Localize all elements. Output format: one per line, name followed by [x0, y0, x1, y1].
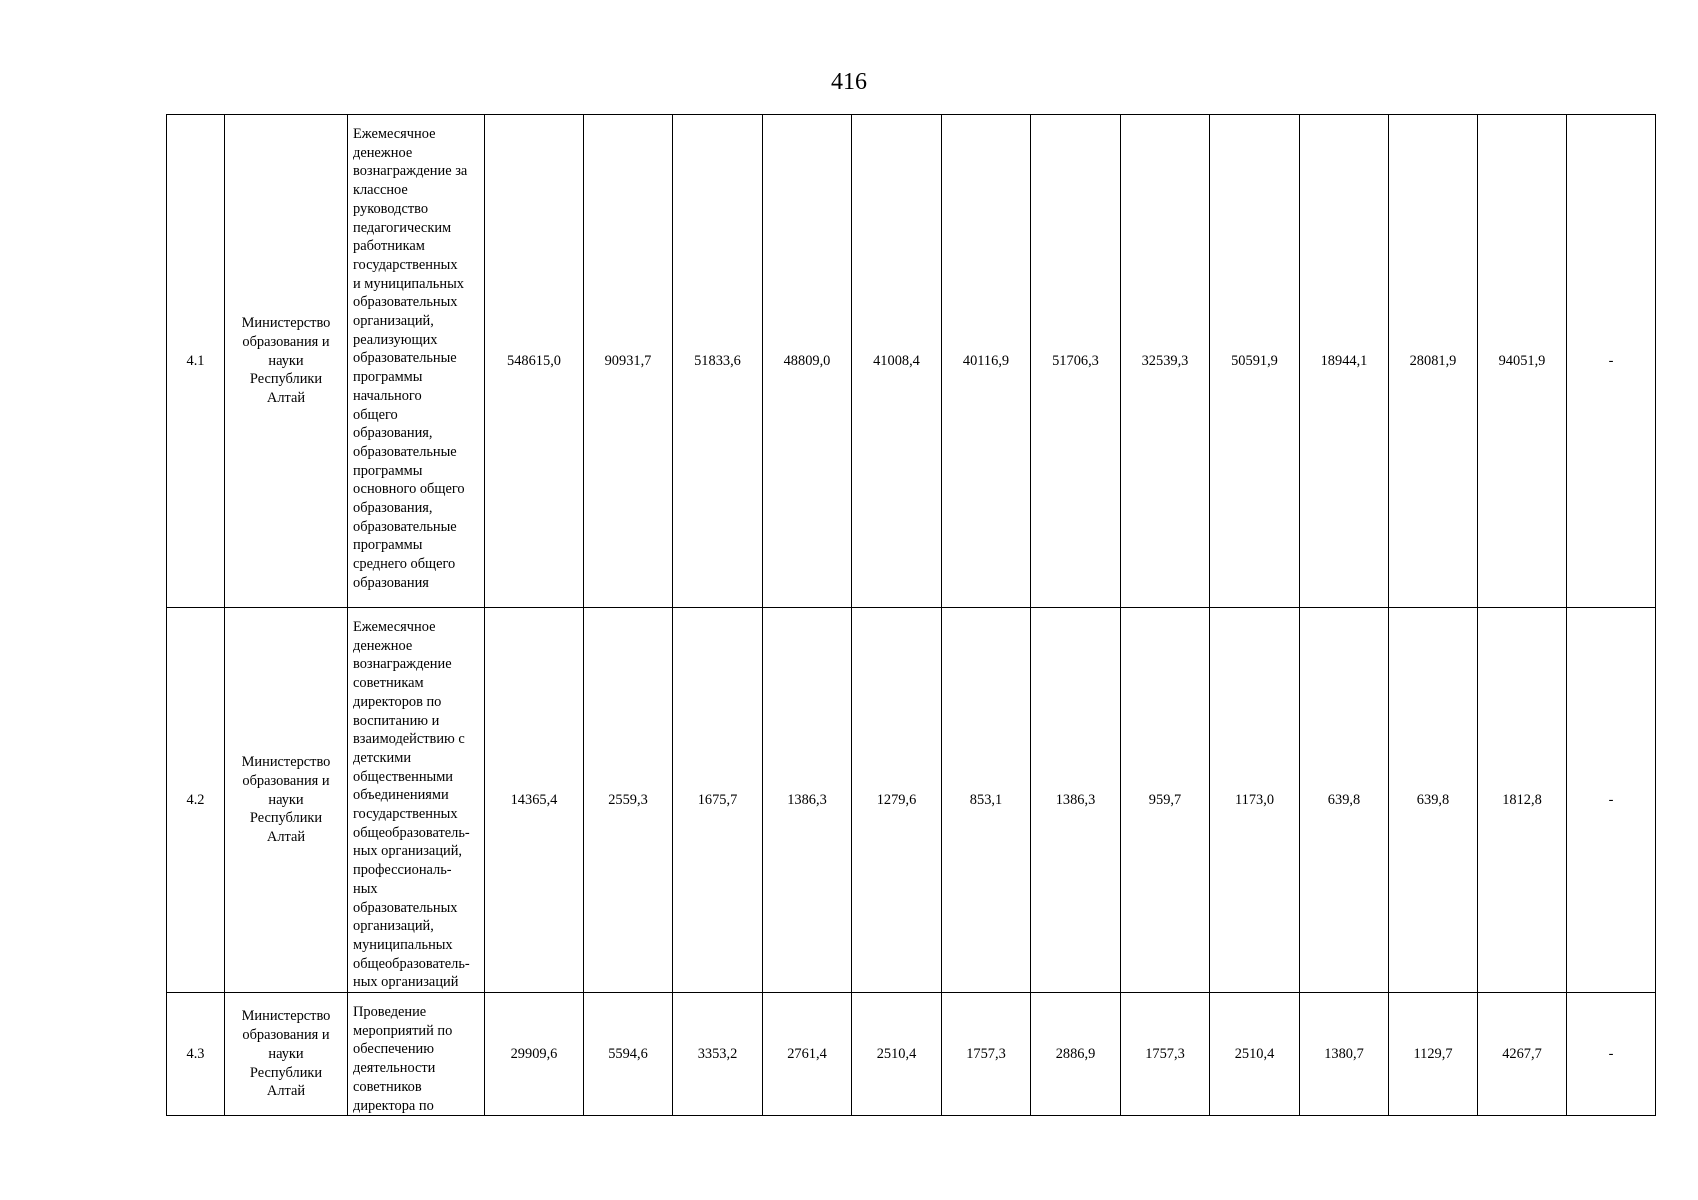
text-line: обеспечению: [353, 1041, 434, 1058]
text-line: Республики: [249, 1064, 323, 1081]
value-cell: 1380,7: [1300, 993, 1389, 1116]
text-line: образовательных: [353, 899, 458, 916]
value-cell: 548615,0: [485, 115, 584, 608]
text-line: образовательных: [353, 294, 458, 311]
value-cell: 2510,4: [1210, 993, 1300, 1116]
text-line: среднего общего: [353, 556, 456, 573]
text-line: классное: [353, 182, 408, 199]
value-cell: 28081,9: [1389, 115, 1478, 608]
description-cell: [348, 608, 485, 993]
value-cell: 90931,7: [584, 115, 673, 608]
text-line: государственных: [353, 256, 458, 273]
value-cell: 41008,4: [852, 115, 942, 608]
value-cell: 32539,3: [1121, 115, 1210, 608]
text-line: Министерство: [241, 754, 331, 771]
text-line: воспитанию и: [353, 712, 440, 729]
text-line: Алтай: [266, 390, 306, 407]
value-cell: 18944,1: [1300, 115, 1389, 608]
value-cell: 1757,3: [942, 993, 1031, 1116]
row-number-cell: 4.2: [167, 608, 225, 993]
text-line: Республики: [249, 371, 323, 388]
text-line: ных: [353, 880, 378, 897]
value-cell: 959,7: [1121, 608, 1210, 993]
page-number: 416: [831, 69, 867, 95]
text-line: образовательные: [353, 518, 457, 535]
organization-cell: [225, 993, 348, 1116]
text-line: взаимодействию с: [353, 731, 465, 748]
text-line: деятельности: [353, 1060, 436, 1077]
value-cell: 1757,3: [1121, 993, 1210, 1116]
text-line: образования,: [353, 500, 433, 517]
value-cell: 1386,3: [1031, 608, 1121, 993]
value-cell: 14365,4: [485, 608, 584, 993]
text-line: денежное: [353, 144, 413, 161]
text-line: программы: [353, 537, 423, 554]
value-cell: 639,8: [1389, 608, 1478, 993]
value-cell: 2559,3: [584, 608, 673, 993]
text-line: программы: [353, 369, 423, 386]
text-line: руководство: [353, 200, 429, 217]
text-line: общеобразователь-: [353, 824, 470, 841]
table-row: [167, 993, 1656, 1116]
value-cell: 94051,9: [1478, 115, 1567, 608]
text-line: ных организаций,: [353, 843, 463, 860]
text-line: директора по: [353, 1097, 434, 1114]
text-line: образования: [353, 574, 429, 591]
value-cell: 29909,6: [485, 993, 584, 1116]
text-line: Алтай: [266, 1083, 306, 1100]
text-line: муниципальных: [353, 936, 453, 953]
row-number-cell: 4.3: [167, 993, 225, 1116]
text-line: Ежемесячное: [353, 126, 436, 142]
text-line: образования,: [353, 425, 433, 442]
value-cell: 2510,4: [852, 993, 942, 1116]
text-line: организаций,: [353, 313, 434, 330]
table-row: [167, 115, 1656, 608]
value-cell: -: [1567, 115, 1656, 608]
table-row: [167, 608, 1656, 993]
organization-cell: [225, 608, 348, 993]
text-line: образования и: [242, 772, 330, 789]
text-line: вознаграждение: [353, 656, 452, 673]
text-line: денежное: [353, 637, 413, 654]
text-line: общего: [353, 406, 398, 423]
text-line: ных организаций: [353, 974, 459, 991]
text-line: Министерство: [241, 1008, 331, 1025]
row-number-cell: 4.1: [167, 115, 225, 608]
text-line: науки: [268, 352, 304, 369]
text-line: вознаграждение за: [353, 163, 468, 180]
value-cell: 1812,8: [1478, 608, 1567, 993]
text-line: советникам: [353, 675, 424, 692]
text-line: общественными: [353, 768, 453, 785]
text-line: Министерство: [241, 315, 331, 332]
value-cell: 1129,7: [1389, 993, 1478, 1116]
text-line: реализующих: [353, 331, 438, 348]
text-line: директоров по: [353, 693, 442, 710]
value-cell: 50591,9: [1210, 115, 1300, 608]
text-line: государственных: [353, 806, 458, 823]
value-cell: 51706,3: [1031, 115, 1121, 608]
value-cell: 1279,6: [852, 608, 942, 993]
value-cell: 1173,0: [1210, 608, 1300, 993]
value-cell: 5594,6: [584, 993, 673, 1116]
text-line: науки: [268, 791, 304, 808]
description-cell: [348, 993, 485, 1116]
organization-cell: [225, 115, 348, 608]
budget-table: [166, 114, 1656, 1116]
text-line: организаций,: [353, 918, 434, 935]
text-line: объединениями: [353, 787, 449, 804]
value-cell: 51833,6: [673, 115, 763, 608]
text-line: науки: [268, 1045, 304, 1062]
value-cell: 4267,7: [1478, 993, 1567, 1116]
text-line: программы: [353, 462, 423, 479]
value-cell: -: [1567, 608, 1656, 993]
text-line: Ежемесячное: [353, 619, 436, 635]
text-line: детскими: [353, 749, 412, 766]
value-cell: 2886,9: [1031, 993, 1121, 1116]
text-line: общеобразователь-: [353, 955, 470, 972]
description-cell: [348, 115, 485, 608]
text-line: Проведение: [353, 1004, 427, 1021]
text-line: основного общего: [353, 481, 465, 498]
value-cell: 1675,7: [673, 608, 763, 993]
value-cell: 853,1: [942, 608, 1031, 993]
text-line: мероприятий по: [353, 1022, 453, 1039]
text-line: Республики: [249, 810, 323, 827]
text-line: образовательные: [353, 443, 457, 460]
value-cell: 40116,9: [942, 115, 1031, 608]
text-line: начального: [353, 387, 422, 404]
text-line: педагогическим: [353, 219, 452, 236]
text-line: образования и: [242, 333, 330, 350]
text-line: советников: [353, 1078, 422, 1095]
value-cell: 639,8: [1300, 608, 1389, 993]
value-cell: 2761,4: [763, 993, 852, 1116]
value-cell: 48809,0: [763, 115, 852, 608]
value-cell: 3353,2: [673, 993, 763, 1116]
text-line: образования и: [242, 1027, 330, 1044]
value-cell: -: [1567, 993, 1656, 1116]
text-line: работникам: [353, 238, 425, 255]
value-cell: 1386,3: [763, 608, 852, 993]
text-line: Алтай: [266, 829, 306, 846]
text-line: и муниципальных: [353, 275, 464, 292]
text-line: профессиональ-: [353, 862, 452, 879]
text-line: образовательные: [353, 350, 457, 367]
